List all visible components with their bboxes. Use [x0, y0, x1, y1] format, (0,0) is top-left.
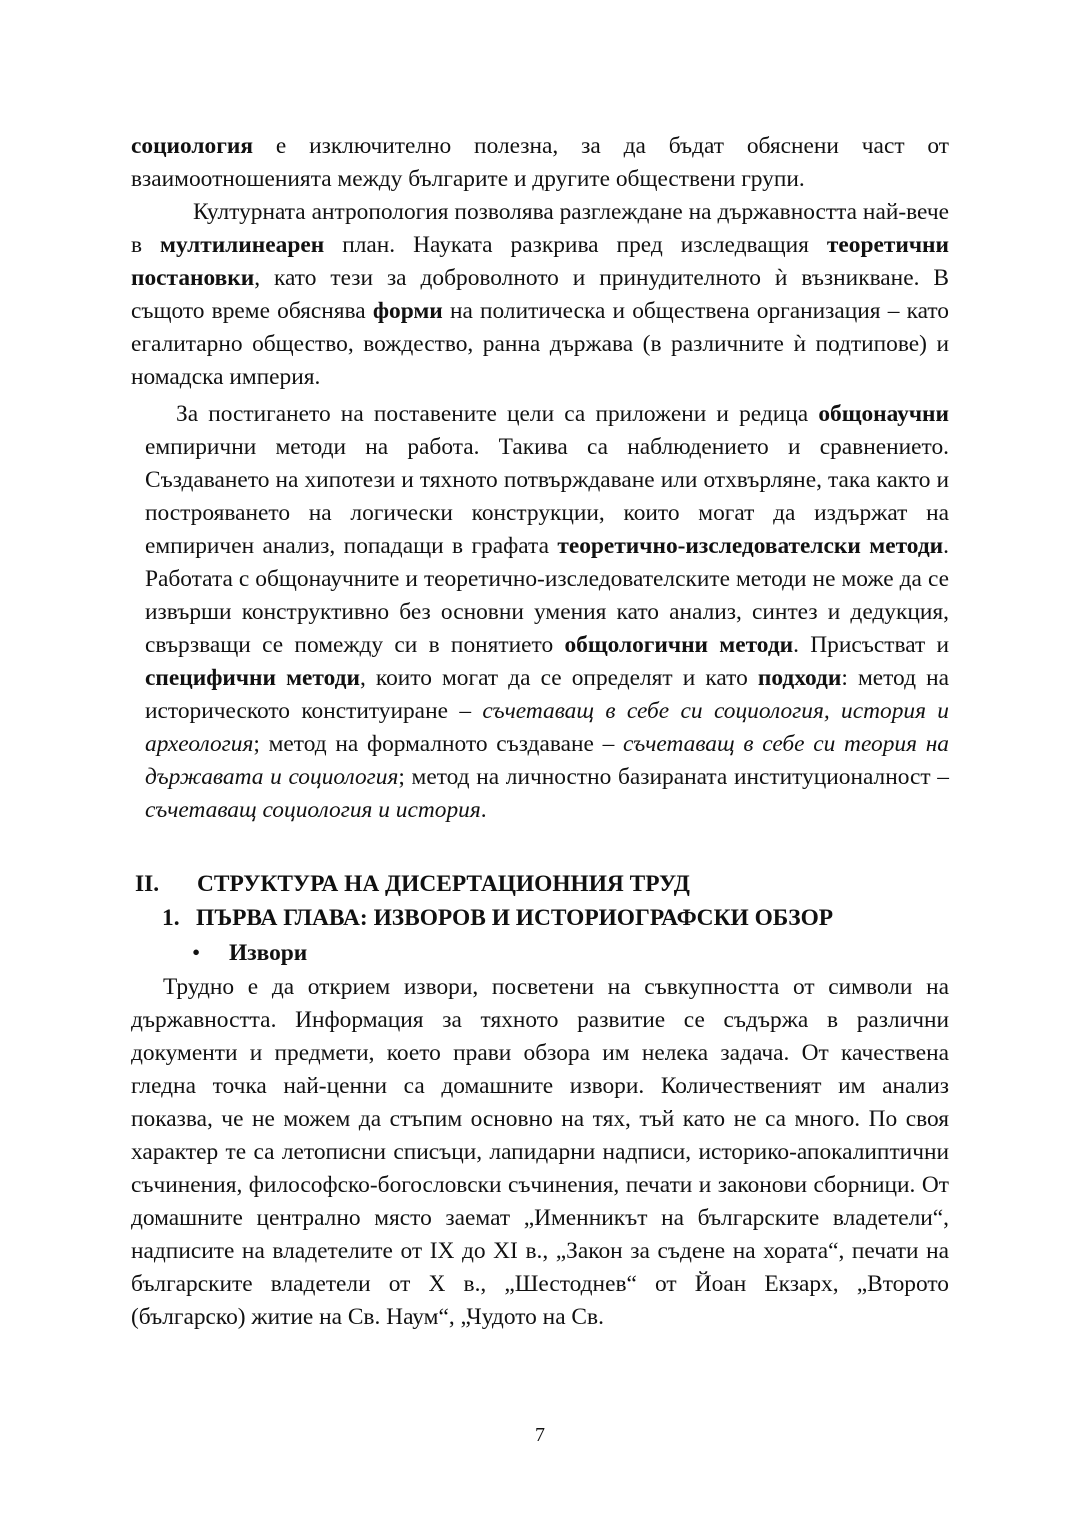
- bullet-heading: [192, 937, 307, 970]
- section-heading: [135, 868, 690, 901]
- bold-term: социология: [131, 133, 253, 159]
- bold-term: мултилинеарен: [160, 232, 325, 258]
- italic-phrase: съчетаващ в себе си социология, история и археология: [145, 698, 950, 757]
- italic-phrase: съчетаващ социология и история: [145, 797, 481, 823]
- bold-term: подходи: [757, 665, 842, 691]
- paragraph-sociology: социология е изключително полезна, за да бъдат обяснени част от взаимоотношенията между българите и другите обществени групи.: [131, 133, 949, 192]
- bold-term: теоретични постановки: [131, 232, 949, 291]
- bold-term: общологични методи: [564, 632, 794, 658]
- section-number: II.: [135, 871, 160, 897]
- paragraph-sources: Трудно е да открием извори, посветени на съвкупността от символи на държавността. Информация за тяхното развитие се съдържа в различни документи и предмети, което прави обзора им нелека задача. От качествена гледна точка най-ценни са домашните извори. Количественият им анализ показва, че не можем да стъпим основно на тях, тъй като не са много. По своя характер те са летописни списъци, лапидарни надписи, историко-апокалиптични съчинения, философско-богословски съчинения, печати и законови сборници. От домашните централно място заемат „Именникът на българските владетели“, надписите на владетелите от IX до XI в., „Закон за съдене на хората“, печати на българските владетели от X в., „Шестоднев“ от Йоан Екзарх, „Второто (българско) житие на Св. Наум“, „Чудото на Св.: [131, 974, 949, 1330]
- bullet-marker: •: [192, 940, 201, 966]
- section-title: СТРУКТУРА НА ДИСЕРТАЦИОННИЯ ТРУД: [197, 871, 690, 897]
- paragraph-methods: За постигането на поставените цели са приложени и редица общонаучни емпирични методи на работа. Такива са наблюдението и сравнението. Създаването на хипотези и тяхното потвърждаване или отхвърляне, така както и построяването на логически конструкции, които могат да издържат на емпиричен анализ, попадащи в графата теоретично-изследователски методи. Работата с общонаучните и теоретично-изследователските методи не може да се извърши конструктивно без основни умения като анализ, синтез и дедукция, свързващи се помежду си в понятието общологични методи. Присъстват и специфични методи, които могат да се определят и като подходи: метод на историческото конституиране – съчетаващ в себе си социология, история и археология; метод на формалното създаване – съчетаващ в себе си теория на държавата и социология; метод на личностно базираната институционалност – съчетаващ социология и история.: [145, 401, 950, 823]
- chapter-number: 1.: [162, 905, 180, 931]
- bold-term: общонаучни: [818, 401, 949, 427]
- bullet-title: Извори: [229, 940, 308, 966]
- bold-term: специфични методи: [145, 665, 360, 691]
- chapter-title: ПЪРВА ГЛАВА: ИЗВОРОВ И ИСТОРИОГРАФСКИ ОБЗОР: [196, 905, 834, 931]
- chapter-heading: [162, 902, 833, 935]
- bold-term: теоретично-изследователски методи: [557, 533, 944, 559]
- page-number: 7: [535, 1424, 545, 1446]
- paragraph-cultural-anthropology: Културната антропология позволява разглеждане на държавността най-вече в мултилинеарен план. Науката разкрива пред изследващия теоретични постановки, като тези за доброволното и принудителното ѝ възникване. В същото време обяснява форми на политическа и обществена организация – като егалитарно общество, вождество, ранна държава (в различните ѝ подтипове) и номадска империя.: [131, 199, 949, 390]
- italic-phrase: съчетаващ в себе си теория на държавата и социология: [145, 731, 949, 790]
- bold-term: форми: [372, 298, 443, 324]
